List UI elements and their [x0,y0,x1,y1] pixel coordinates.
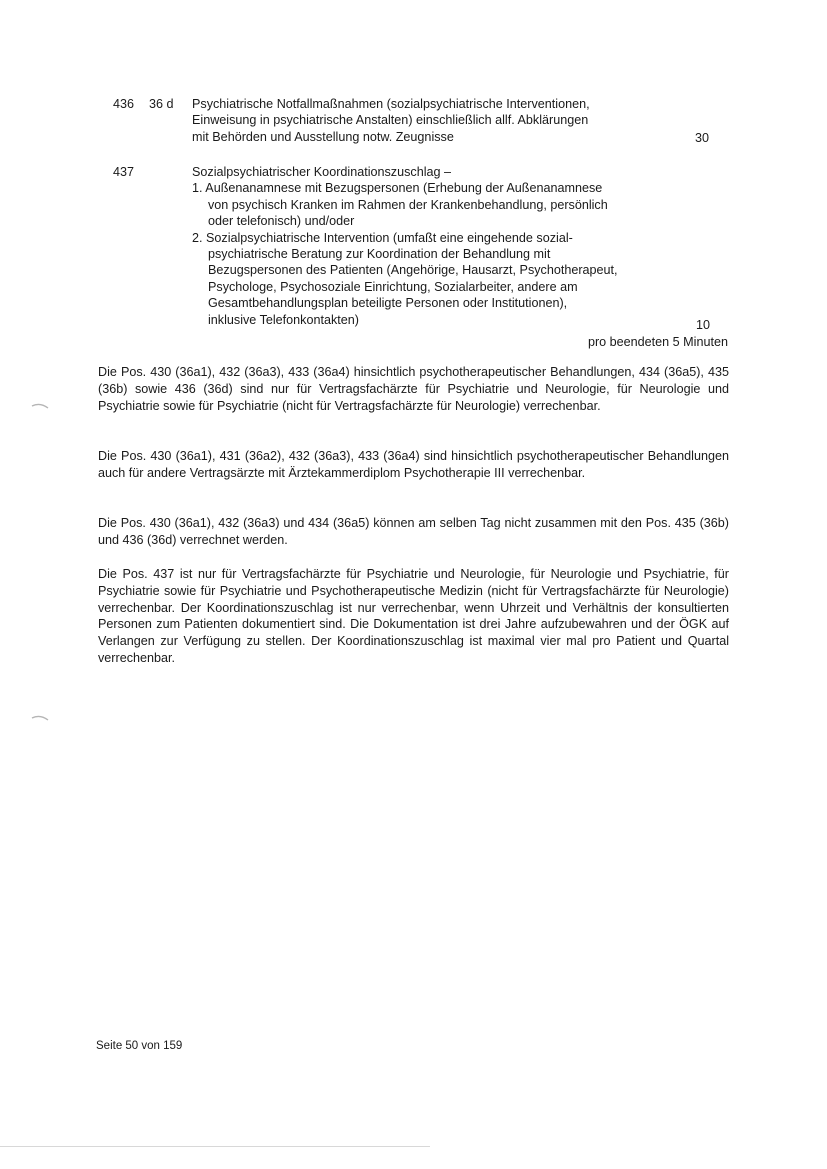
entry-unit: pro beendeten 5 Minuten [587,335,728,349]
description-line: Psychiatrische Notfallmaßnahmen (sozialpsychiatrische Interventionen, [192,97,590,111]
scan-edge-line [0,1146,430,1147]
note-paragraph: Die Pos. 430 (36a1), 431 (36a2), 432 (36a3), 433 (36a4) sind hinsichtlich psychotherapeutischer Behandlungen auch für andere Vertragsärzte mit Ärztekammerdiplom Psychotherapie III verrechenbar. [98,449,729,480]
note-paragraph: Die Pos. 430 (36a1), 432 (36a3) und 434 (36a5) können am selben Tag nicht zusammen mit den Pos. 435 (36b) und 436 (36d) verrechnet werden. [98,516,729,547]
list-item-2-line: Psychologe, Psychosoziale Einrichtung, Sozialarbeiter, andere am [208,279,578,294]
entry-number: 436 [113,97,135,111]
scan-mark-icon [30,712,54,726]
list-item-1-line: von psychisch Kranken im Rahmen der Krankenbehandlung, persönlich [208,197,608,212]
entry-title: Sozialpsychiatrischer Koordinationszuschlag – [192,165,452,179]
scan-mark-icon [30,400,54,414]
note-paragraph: Die Pos. 437 ist nur für Vertragsfachärzte für Psychiatrie und Neurologie, für Neurologie und Psychiatrie, für Psychiatrie sowie für Psychiatrie und Psychotherapeutische Medizin (nicht für Vertragsfachärzte für Neurologie) verrechenbar. Der Koordinationszuschlag ist nur verrechenbar, wenn Uhrzeit und Verhältnis der konsultierten Personen zum Patienten dokumentiert sind. Die Dokumentation ist drei Jahre aufzubewahren und der ÖGK auf Verlangen zur Verfügung zu stellen. Der Koordinationszuschlag ist maximal vier mal pro Patient und Quartal verrechenbar. [98,567,729,665]
list-item-2: 2. Sozialpsychiatrische Intervention (umfaßt eine eingehende sozial- [192,230,573,245]
list-item-2-line: Bezugspersonen des Patienten (Angehörige, Hausarzt, Psychotherapeut, [208,263,618,278]
entry-points: 30 [695,131,710,145]
list-item-2-line: psychiatrische Beratung zur Koordination der Behandlung mit [208,247,551,262]
list-item-2-line: Gesamtbehandlungsplan beteiligte Personen oder Institutionen), [208,296,568,311]
list-item-1-line: oder telefonisch) und/oder [208,214,355,229]
list-item-1: 1. Außenanamnese mit Bezugspersonen (Erhebung der Außenanamnese [192,181,603,196]
entry-points: 10 [696,318,711,332]
entry-description [192,164,672,328]
page-footer: Seite 50 von 159 [96,1040,183,1052]
description-line: Einweisung in psychiatrische Anstalten) einschließlich allf. Abklärungen [192,113,589,128]
list-item-2-line: inklusive Telefonkontakten) [208,312,359,327]
entry-description [192,96,672,145]
entry-number: 437 [113,165,135,179]
note-paragraph: Die Pos. 430 (36a1), 432 (36a3), 433 (36a4) hinsichtlich psychotherapeutischer Behandlungen, 434 (36a5), 435 (36b) sowie 436 (36d) sind nur für Vertragsfachärzte für Psychiatrie und Neurologie, für Neurologie und Psychiatrie sowie für Psychiatrie (nicht für Vertragsfachärzte für Neurologie) verrechenbar. [98,365,729,413]
description-line: mit Behörden und Ausstellung notw. Zeugnisse [192,129,454,144]
entry-subnumber: 36 d [149,97,174,111]
